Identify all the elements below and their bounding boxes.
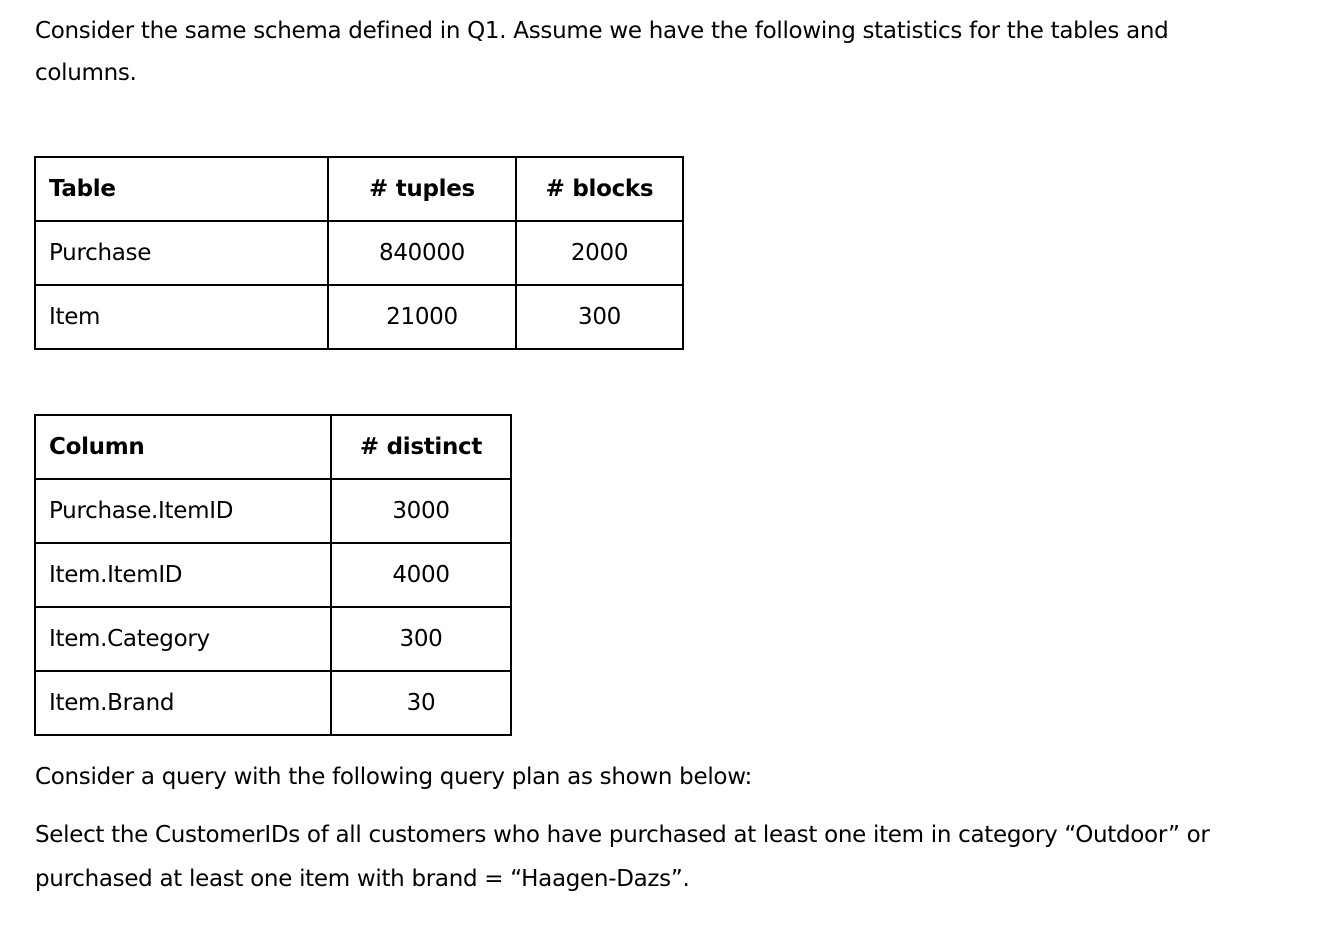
table-row bbox=[35, 607, 511, 671]
cell: Purchase bbox=[35, 221, 328, 285]
cell: Purchase.ItemID bbox=[35, 479, 331, 543]
cell: 2000 bbox=[516, 221, 683, 285]
cell: 840000 bbox=[328, 221, 516, 285]
header-table: Table bbox=[35, 157, 328, 221]
cell: 300 bbox=[331, 607, 511, 671]
table-header-row bbox=[35, 415, 511, 479]
cell: Item bbox=[35, 285, 328, 349]
header-distinct: # distinct bbox=[331, 415, 511, 479]
table-header-row bbox=[35, 157, 683, 221]
query-text-cont: purchased at least one item with brand = “Haagen-Dazs”. bbox=[35, 866, 690, 892]
cell: 21000 bbox=[328, 285, 516, 349]
cell: Item.ItemID bbox=[35, 543, 331, 607]
table-row bbox=[35, 543, 511, 607]
intro-text: Consider the same schema defined in Q1. Assume we have the following statistics for the tables and bbox=[35, 18, 1169, 44]
intro-text-cont: columns. bbox=[35, 60, 137, 86]
table-row bbox=[35, 671, 511, 735]
query-text: Select the CustomerIDs of all customers who have purchased at least one item in category “Outdoor” or bbox=[35, 822, 1210, 848]
cell: Item.Brand bbox=[35, 671, 331, 735]
column-stats bbox=[34, 414, 512, 736]
cell: 300 bbox=[516, 285, 683, 349]
plan-text: Consider a query with the following query plan as shown below: bbox=[35, 764, 752, 790]
header-blocks: # blocks bbox=[516, 157, 683, 221]
cell: 4000 bbox=[331, 543, 511, 607]
table-stats bbox=[34, 156, 684, 350]
table-row bbox=[35, 221, 683, 285]
cell: 30 bbox=[331, 671, 511, 735]
table-row bbox=[35, 285, 683, 349]
cell: Item.Category bbox=[35, 607, 331, 671]
table-row bbox=[35, 479, 511, 543]
header-column: Column bbox=[35, 415, 331, 479]
header-tuples: # tuples bbox=[328, 157, 516, 221]
cell: 3000 bbox=[331, 479, 511, 543]
